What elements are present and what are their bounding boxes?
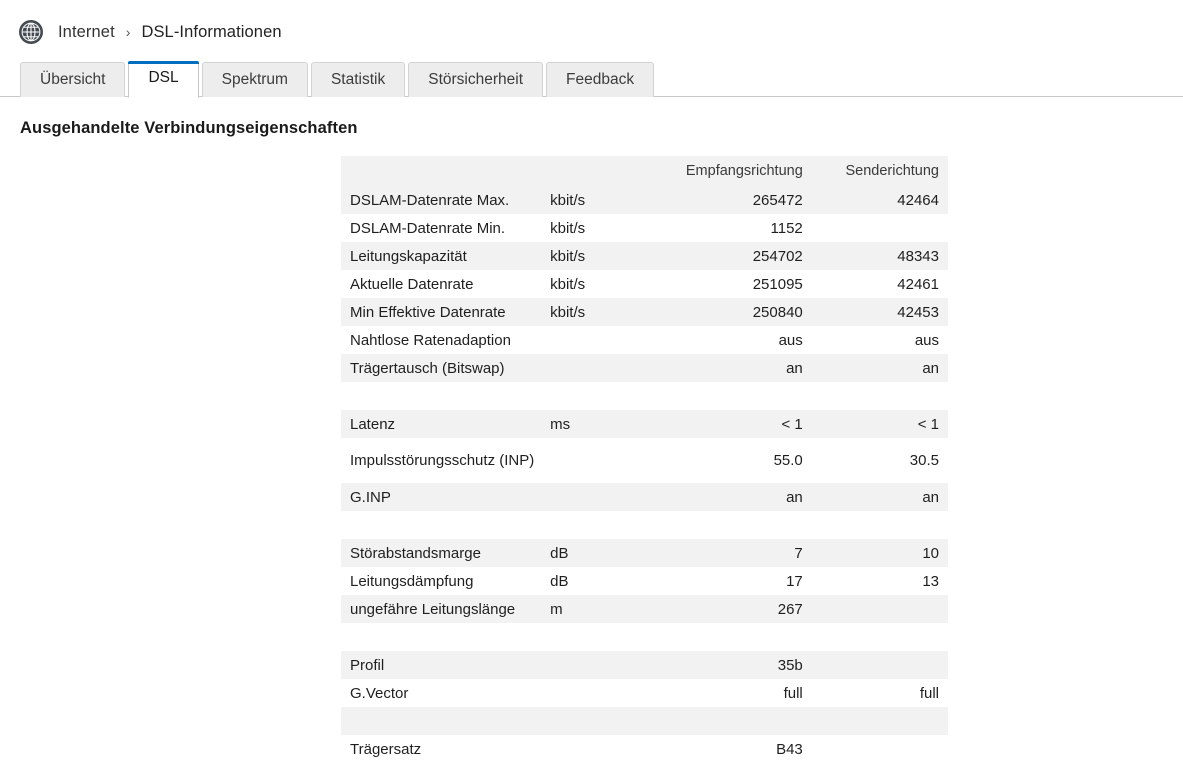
row-unit (547, 438, 654, 483)
row-unit (547, 511, 654, 539)
row-label: Trägertausch (Bitswap) (341, 354, 547, 382)
table-row (341, 270, 948, 298)
row-label (341, 623, 547, 651)
row-unit (547, 623, 654, 651)
column-header-label (341, 156, 547, 186)
row-label: Aktuelle Datenrate (341, 270, 547, 298)
page-title: Ausgehandelte Verbindungseigenschaften (20, 119, 358, 137)
dsl-properties-table (341, 156, 948, 763)
table-header-row (341, 156, 948, 186)
row-label: ungefähre Leitungslänge (341, 595, 547, 623)
column-header-unit (547, 156, 654, 186)
row-label (341, 707, 547, 735)
tab-bar (0, 62, 1183, 97)
row-label: G.Vector (341, 679, 547, 707)
row-downstream-value: full (654, 679, 811, 707)
tab-st-rsicherheit[interactable]: Störsicherheit (408, 62, 543, 97)
row-unit: kbit/s (547, 242, 654, 270)
table-row (341, 651, 948, 679)
row-upstream-value: < 1 (812, 410, 948, 438)
row-label (341, 511, 547, 539)
row-unit (547, 326, 654, 354)
row-upstream-value (812, 735, 948, 763)
table-row (341, 539, 948, 567)
row-unit: kbit/s (547, 214, 654, 242)
table-spacer-row (341, 707, 948, 735)
row-unit: dB (547, 567, 654, 595)
row-unit (547, 354, 654, 382)
row-unit: kbit/s (547, 270, 654, 298)
column-header-upstream: Senderichtung (812, 156, 948, 186)
row-upstream-value (812, 511, 948, 539)
row-unit (547, 707, 654, 735)
table-row (341, 242, 948, 270)
row-downstream-value: an (654, 354, 811, 382)
table-row (341, 186, 948, 214)
row-label: G.INP (341, 483, 547, 511)
row-unit: ms (547, 410, 654, 438)
row-upstream-value: 10 (812, 539, 948, 567)
row-upstream-value (812, 651, 948, 679)
row-downstream-value: 1152 (654, 214, 811, 242)
dsl-table-container (341, 156, 948, 763)
table-row (341, 735, 948, 763)
row-label: Nahtlose Ratenadaption (341, 326, 547, 354)
row-unit (547, 679, 654, 707)
row-upstream-value: 48343 (812, 242, 948, 270)
row-downstream-value: 35b (654, 651, 811, 679)
row-downstream-value: 250840 (654, 298, 811, 326)
row-label: Min Effektive Datenrate (341, 298, 547, 326)
tab-statistik[interactable]: Statistik (311, 62, 405, 97)
row-downstream-value: 55.0 (654, 438, 811, 483)
table-row (341, 567, 948, 595)
tab-dsl[interactable]: DSL (128, 61, 198, 98)
row-unit: kbit/s (547, 298, 654, 326)
table-row (341, 214, 948, 242)
row-label: Störabstandsmarge (341, 539, 547, 567)
row-downstream-value: B43 (654, 735, 811, 763)
table-spacer-row (341, 382, 948, 410)
row-downstream-value: < 1 (654, 410, 811, 438)
row-label: Latenz (341, 410, 547, 438)
tab-feedback[interactable]: Feedback (546, 62, 654, 97)
breadcrumb-separator-icon: › (125, 24, 131, 40)
row-downstream-value (654, 707, 811, 735)
table-row (341, 483, 948, 511)
row-downstream-value: aus (654, 326, 811, 354)
row-upstream-value: aus (812, 326, 948, 354)
breadcrumb-root[interactable]: Internet (58, 22, 115, 41)
row-unit: m (547, 595, 654, 623)
table-row (341, 354, 948, 382)
row-downstream-value (654, 511, 811, 539)
row-label: Impulsstörungsschutz (INP) (341, 438, 547, 483)
row-upstream-value (812, 707, 948, 735)
column-header-downstream: Empfangsrichtung (654, 156, 811, 186)
row-unit (547, 651, 654, 679)
row-downstream-value: 267 (654, 595, 811, 623)
row-upstream-value (812, 214, 948, 242)
row-downstream-value: an (654, 483, 811, 511)
row-upstream-value (812, 595, 948, 623)
row-upstream-value: 42453 (812, 298, 948, 326)
row-downstream-value: 265472 (654, 186, 811, 214)
row-label: Leitungsdämpfung (341, 567, 547, 595)
row-unit: dB (547, 539, 654, 567)
tab-spektrum[interactable]: Spektrum (202, 62, 308, 97)
row-downstream-value: 17 (654, 567, 811, 595)
table-row (341, 410, 948, 438)
row-unit (547, 735, 654, 763)
row-upstream-value: 42461 (812, 270, 948, 298)
row-label: Leitungskapazität (341, 242, 547, 270)
table-spacer-row (341, 511, 948, 539)
breadcrumb (0, 0, 1183, 48)
row-label: DSLAM-Datenrate Max. (341, 186, 547, 214)
table-row (341, 438, 948, 483)
row-downstream-value: 251095 (654, 270, 811, 298)
row-label: Profil (341, 651, 547, 679)
row-downstream-value: 7 (654, 539, 811, 567)
table-spacer-row (341, 623, 948, 651)
row-upstream-value: 30.5 (812, 438, 948, 483)
breadcrumb-current: DSL-Informationen (141, 22, 282, 41)
table-row (341, 679, 948, 707)
row-downstream-value (654, 623, 811, 651)
row-upstream-value (812, 382, 948, 410)
row-label: Trägersatz (341, 735, 547, 763)
row-downstream-value: 254702 (654, 242, 811, 270)
row-unit: kbit/s (547, 186, 654, 214)
row-upstream-value: 42464 (812, 186, 948, 214)
table-row (341, 595, 948, 623)
globe-icon (18, 19, 44, 45)
row-label (341, 382, 547, 410)
tab-list (20, 62, 1183, 97)
row-unit (547, 483, 654, 511)
row-upstream-value: an (812, 483, 948, 511)
row-upstream-value: an (812, 354, 948, 382)
row-unit (547, 382, 654, 410)
table-row (341, 326, 948, 354)
table-row (341, 298, 948, 326)
tab--bersicht[interactable]: Übersicht (20, 62, 125, 97)
row-upstream-value: full (812, 679, 948, 707)
row-downstream-value (654, 382, 811, 410)
row-upstream-value (812, 623, 948, 651)
row-label: DSLAM-Datenrate Min. (341, 214, 547, 242)
row-upstream-value: 13 (812, 567, 948, 595)
